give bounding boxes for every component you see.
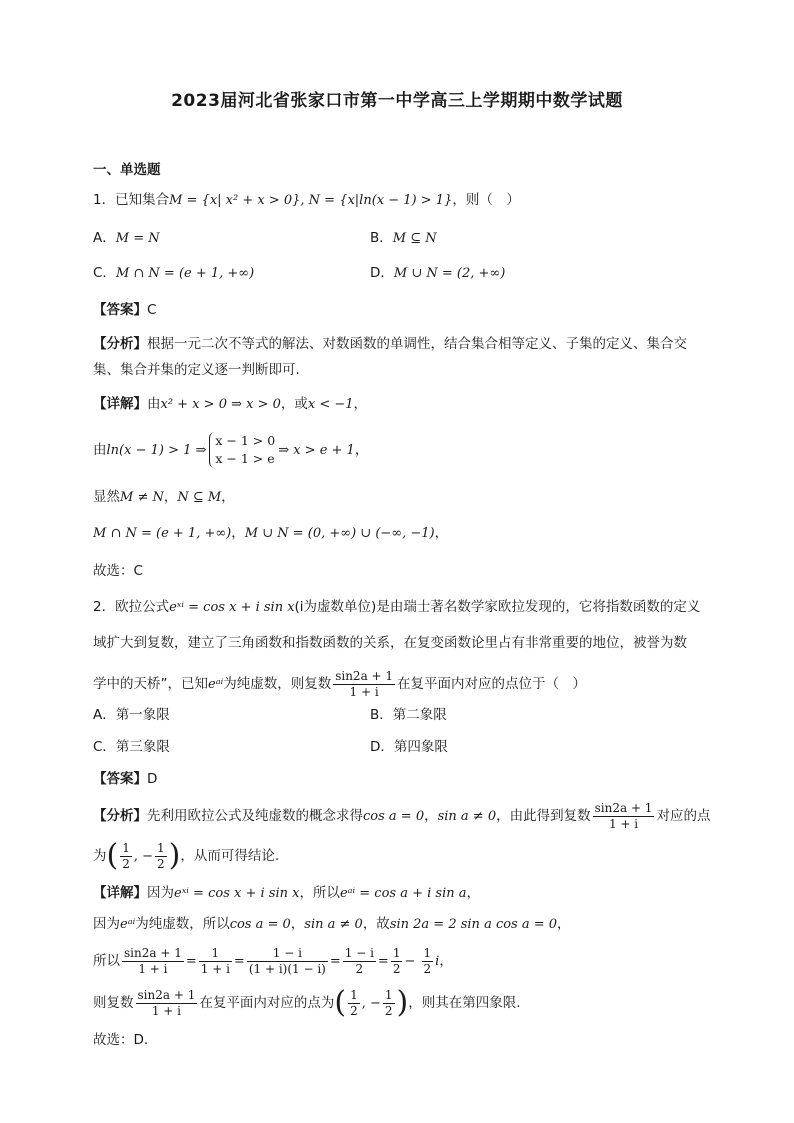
option-label: A． — [93, 230, 116, 246]
q2-analysis-line-1 — [93, 798, 710, 835]
math: x² + x > 0 ⇒ x > 0 — [160, 397, 281, 412]
q1-choose: 故选：C — [93, 563, 143, 579]
answer-tag: 【答案】 — [93, 771, 147, 787]
option-math: M ∪ N = (2, +∞) — [393, 266, 506, 281]
text: ， — [231, 525, 245, 541]
numerator: 1 — [423, 945, 432, 960]
imag-unit: i — [435, 954, 440, 969]
equals: = — [185, 954, 197, 969]
right-paren: ) — [168, 838, 181, 873]
system-line-1: x − 1 > 0 — [215, 433, 276, 448]
equals: = — [377, 954, 389, 969]
q2-choose: 故选：D. — [93, 1032, 149, 1048]
fraction — [383, 988, 395, 1019]
math: eˣⁱ = cos x + i sin x — [169, 600, 295, 615]
numerator: 1 — [122, 840, 130, 855]
text: ，由此得到复数 — [496, 808, 591, 824]
page-title: 2023届河北省张家口市第一中学高三上学期期中数学试题 — [171, 91, 623, 111]
math: M ∪ N = (0, +∞) ∪ (−∞, −1) — [244, 526, 435, 541]
math: sin a ≠ 0 — [304, 917, 363, 932]
q1-sets-math: M = {x| x² + x > 0}, N = {x|ln(x − 1) > 1} — [169, 193, 453, 208]
text: ， — [466, 885, 480, 901]
q1-option-c — [93, 263, 254, 284]
text: ， — [221, 489, 235, 505]
separator: , − — [361, 996, 381, 1011]
q2-option-b: B．第二象限 — [370, 707, 447, 723]
option-label: C． — [93, 265, 116, 281]
numerator: 1 − i — [344, 945, 374, 960]
math: M ∩ N = (e + 1, +∞) — [93, 526, 232, 541]
numerator: 1 — [384, 987, 393, 1002]
numerator: sin2a + 1 — [335, 668, 394, 683]
math: eᵃⁱ — [208, 677, 224, 692]
q2-analysis-line-2 — [93, 838, 279, 875]
fraction — [422, 946, 434, 977]
text: 对应的点 — [656, 808, 711, 824]
equation-system — [209, 432, 275, 468]
q2-detail-3 — [93, 941, 453, 982]
text: ，则其在第四象限. — [408, 995, 521, 1011]
fraction — [136, 988, 198, 1019]
numerator: sin2a + 1 — [124, 945, 182, 960]
math: N ⊆ M — [177, 490, 222, 505]
text: ， — [557, 916, 571, 932]
q1-analysis — [93, 331, 703, 383]
text: ，或 — [280, 396, 308, 412]
q2-answer — [93, 769, 157, 789]
fraction — [348, 988, 360, 1019]
option-label: D． — [370, 265, 394, 281]
q1-stem-text: 1．已知集合 — [93, 192, 170, 208]
denominator: 1 + i — [608, 816, 639, 831]
q2-stem-line-1 — [93, 597, 700, 618]
fraction — [122, 946, 184, 977]
q1-option-d — [370, 263, 505, 284]
denominator: 1 + i — [138, 961, 168, 976]
text: 在复平面内对应的点为 — [199, 995, 335, 1011]
option-math: M ⊆ N — [392, 231, 437, 246]
fraction — [333, 669, 395, 700]
q2-stem-line-2: 域扩大到复数，建立了三角函数和指数函数的关系，在复变函数论里占有非常重要的地位，被誉为数 — [93, 635, 687, 651]
denominator: 1 + i — [151, 1003, 181, 1018]
math: ⇒ x > e + 1 — [278, 443, 355, 458]
fraction — [391, 946, 403, 977]
text: 则复数 — [93, 995, 134, 1011]
q2-option-d: D．第四象限 — [370, 739, 448, 755]
q1-stem-tail: ，则（ ） — [452, 192, 520, 208]
system-line-2: x − 1 > e — [215, 451, 275, 466]
detail-tag: 【详解】 — [93, 396, 147, 412]
text: 因为 — [147, 885, 174, 901]
denominator: 2 — [350, 1003, 358, 1018]
text: 2．欧拉公式 — [93, 599, 170, 615]
math: M ≠ N — [120, 490, 164, 505]
math: eᵃⁱ — [120, 917, 136, 932]
fraction — [199, 946, 232, 977]
numerator: sin2a + 1 — [594, 800, 653, 815]
math: eᵃⁱ = cos a + i sin a — [339, 886, 467, 901]
q1-detail-2 — [93, 430, 368, 471]
section-heading: 一、单选题 — [93, 162, 161, 178]
text: ，故 — [362, 916, 390, 932]
q2-stem-line-3 — [93, 666, 586, 703]
text: 由 — [147, 396, 161, 412]
numerator: 1 — [350, 987, 358, 1002]
text: ，所以 — [299, 885, 340, 901]
text: ， — [424, 808, 438, 824]
text: (i为虚数单位)是由瑞士著名数学家欧拉发现的，它将指数函数的定义 — [294, 599, 701, 615]
option-label: B． — [370, 230, 393, 246]
option-math: M = N — [115, 231, 160, 246]
fraction — [343, 946, 376, 977]
answer-tag: 【答案】 — [93, 302, 147, 318]
numerator: 1 — [157, 840, 165, 855]
denominator: 2 — [355, 961, 364, 976]
q1-option-a — [93, 228, 160, 249]
left-paren: ( — [334, 985, 347, 1020]
q1-option-b — [370, 228, 437, 249]
minus: − — [404, 954, 420, 969]
text: ， — [439, 953, 453, 969]
denominator: 2 — [122, 856, 130, 871]
fraction — [155, 841, 167, 872]
numerator: 1 — [392, 945, 401, 960]
text: 在复平面内对应的点位于（ ） — [397, 676, 587, 692]
math: cos a = 0 — [363, 809, 425, 824]
fraction — [593, 801, 655, 832]
numerator: 1 — [199, 946, 232, 962]
denominator: (1 + i)(1 − i) — [248, 961, 326, 976]
text: ， — [354, 442, 369, 458]
equals: = — [233, 954, 245, 969]
right-paren: ) — [396, 985, 409, 1020]
q1-detail-4 — [93, 523, 448, 544]
equals: = — [329, 954, 341, 969]
separator: , − — [133, 849, 154, 864]
math: eˣⁱ = cos x + i sin x — [174, 886, 300, 901]
text: 为纯虚数，所以 — [135, 916, 230, 932]
q2-option-a: A．第一象限 — [93, 707, 170, 723]
analysis-text: 根据一元二次不等式的解法、对数函数的单调性，结合集合相等定义、子集的定义、集合交集、集合并集的定义逐一判断即可. — [93, 336, 687, 378]
denominator: 1 + i — [200, 961, 230, 976]
denominator: 2 — [423, 961, 432, 976]
analysis-tag: 【分析】 — [93, 808, 147, 824]
text: 所以 — [93, 953, 120, 969]
denominator: 1 + i — [349, 684, 379, 699]
math: sin 2a = 2 sin a cos a = 0 — [389, 917, 558, 932]
text: 学中的天桥”，已知 — [93, 676, 208, 692]
q1-stem — [93, 190, 520, 211]
text: ， — [434, 525, 449, 541]
option-math: M ∩ N = (e + 1, +∞) — [115, 266, 255, 281]
numerator: 1 − i — [247, 946, 328, 962]
math: cos a = 0 — [229, 917, 291, 932]
text: 为 — [93, 848, 107, 864]
q2-detail-1 — [93, 883, 480, 904]
q1-detail-3 — [93, 487, 235, 508]
text: 为纯虚数，则复数 — [223, 676, 332, 692]
fraction — [120, 841, 132, 872]
q2-option-c: C．第三象限 — [93, 739, 170, 755]
left-paren: ( — [106, 838, 119, 873]
math: ln(x − 1) > 1 ⇒ — [106, 443, 207, 458]
q2-detail-4 — [93, 983, 521, 1024]
text: 显然 — [93, 489, 120, 505]
answer-value: C — [147, 302, 157, 318]
q1-detail-1 — [93, 394, 367, 415]
denominator: 2 — [392, 961, 401, 976]
denominator: 2 — [157, 856, 165, 871]
math: x < −1 — [307, 397, 354, 412]
math: sin a ≠ 0 — [437, 809, 497, 824]
q2-detail-2 — [93, 914, 571, 935]
text: 先利用欧拉公式及纯虚数的概念求得 — [147, 808, 363, 824]
analysis-tag: 【分析】 — [93, 336, 147, 352]
text: ， — [353, 396, 368, 412]
text: ， — [163, 489, 178, 505]
text: ，从而可得结论. — [180, 848, 280, 864]
detail-tag: 【详解】 — [93, 885, 147, 901]
text: 由 — [93, 442, 107, 458]
answer-value: D — [147, 771, 158, 787]
text: 因为 — [93, 916, 120, 932]
denominator: 2 — [384, 1003, 393, 1018]
numerator: sin2a + 1 — [137, 987, 196, 1002]
q1-answer — [93, 300, 156, 320]
text: ， — [290, 916, 305, 932]
fraction — [247, 946, 328, 977]
